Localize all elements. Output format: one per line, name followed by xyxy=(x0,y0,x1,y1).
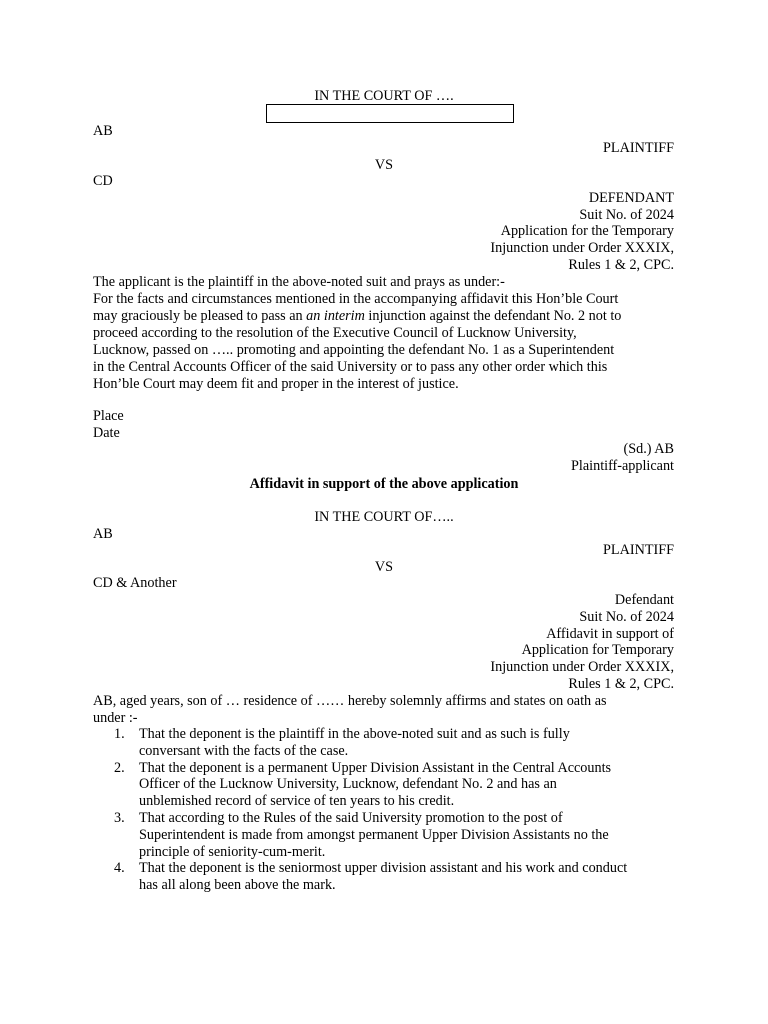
application-intro: The applicant is the plaintiff in the above-noted suit and prays as under:- xyxy=(93,274,505,290)
affidavit-intro-line: AB, aged years, son of … residence of …… hereby solemnly affirms and states on oath as xyxy=(93,693,607,709)
list-item-line: principle of seniority-cum-merit. xyxy=(139,843,326,860)
affidavit-court-title: IN THE COURT OF….. xyxy=(314,509,454,525)
list-item-line: has all along been above the mark. xyxy=(139,877,336,894)
prayer-line-with-italic xyxy=(93,308,683,325)
prayer-text: may graciously be pleased to pass an xyxy=(93,308,307,324)
affidavit-defendant-label: Defendant xyxy=(614,592,674,608)
affidavit-defendant-name: CD & Another xyxy=(93,575,177,591)
court-title: IN THE COURT OF …. xyxy=(314,88,454,104)
signatory-role: Plaintiff-applicant xyxy=(571,458,674,474)
prayer-line: Lucknow, passed on ….. promoting and appointing the defendant No. 1 as a Superintendent xyxy=(93,342,615,358)
list-item-number: 3. xyxy=(114,809,125,826)
list-item-line: conversant with the facts of the case. xyxy=(139,742,349,759)
plaintiff-name: AB xyxy=(93,123,113,139)
list-item xyxy=(93,810,693,860)
list-item-line: That according to the Rules of the said University promotion to the post of xyxy=(139,809,563,826)
affidavit-subject-line: Injunction under Order XXXIX, xyxy=(490,659,674,675)
affidavit-plaintiff-name: AB xyxy=(93,526,113,542)
court-name-blank-box xyxy=(266,104,514,123)
date-label: Date xyxy=(93,425,120,441)
prayer-line: For the facts and circumstances mentioned in the accompanying affidavit this Hon’ble Court xyxy=(93,291,619,307)
list-item-line: That the deponent is the seniormost upper division assistant and his work and conduct xyxy=(139,860,628,877)
list-item-line: Superintendent is made from amongst permanent Upper Division Assistants no the xyxy=(139,826,609,843)
signature: (Sd.) AB xyxy=(623,441,674,457)
prayer-line: in the Central Accounts Officer of the said University or to pass any other order which this xyxy=(93,359,608,375)
list-item xyxy=(93,726,693,760)
defendant-label: DEFENDANT xyxy=(588,190,674,206)
affidavit-numbered-list xyxy=(93,726,693,894)
place-label: Place xyxy=(93,408,124,424)
application-subject-line: Injunction under Order XXXIX, xyxy=(490,240,674,256)
list-item-number: 4. xyxy=(114,860,125,877)
application-prayer-paragraph xyxy=(93,291,683,393)
list-item-line: That the deponent is a permanent Upper Division Assistant in the Central Accounts xyxy=(139,759,612,776)
affidavit-intro-line: under :- xyxy=(93,710,138,726)
list-item-number: 2. xyxy=(114,759,125,776)
list-item-number: 1. xyxy=(114,726,125,742)
list-item xyxy=(93,860,693,894)
affidavit-subject-line: Application for Temporary xyxy=(521,642,674,658)
affidavit-plaintiff-label: PLAINTIFF xyxy=(603,542,674,558)
affidavit-heading: Affidavit in support of the above application xyxy=(249,476,519,492)
list-item-line: Officer of the Lucknow University, Lucknow, defendant No. 2 and has an xyxy=(139,776,557,793)
affidavit-versus-label: VS xyxy=(374,559,394,575)
affidavit-suit-number: Suit No. of 2024 xyxy=(579,609,674,625)
versus-label: VS xyxy=(374,157,394,173)
prayer-line: Hon’ble Court may deem fit and proper in the interest of justice. xyxy=(93,376,459,392)
affidavit-subject-line: Affidavit in support of xyxy=(546,626,674,642)
defendant-name: CD xyxy=(93,173,113,189)
application-subject-line: Rules 1 & 2, CPC. xyxy=(568,257,674,273)
application-subject-line: Application for the Temporary xyxy=(500,223,674,239)
prayer-line: proceed according to the resolution of the Executive Council of Lucknow University, xyxy=(93,325,577,341)
suit-number: Suit No. of 2024 xyxy=(579,207,674,223)
plaintiff-label: PLAINTIFF xyxy=(603,140,674,156)
prayer-text: injunction against the defendant No. 2 not to xyxy=(364,308,622,324)
affidavit-subject-line: Rules 1 & 2, CPC. xyxy=(568,676,674,692)
list-item-line: That the deponent is the plaintiff in the above-noted suit and as such is fully xyxy=(139,726,570,742)
list-item-line: unblemished record of service of ten years to his credit. xyxy=(139,793,455,810)
prayer-italic-text: an interim xyxy=(306,308,365,324)
list-item xyxy=(93,760,693,810)
